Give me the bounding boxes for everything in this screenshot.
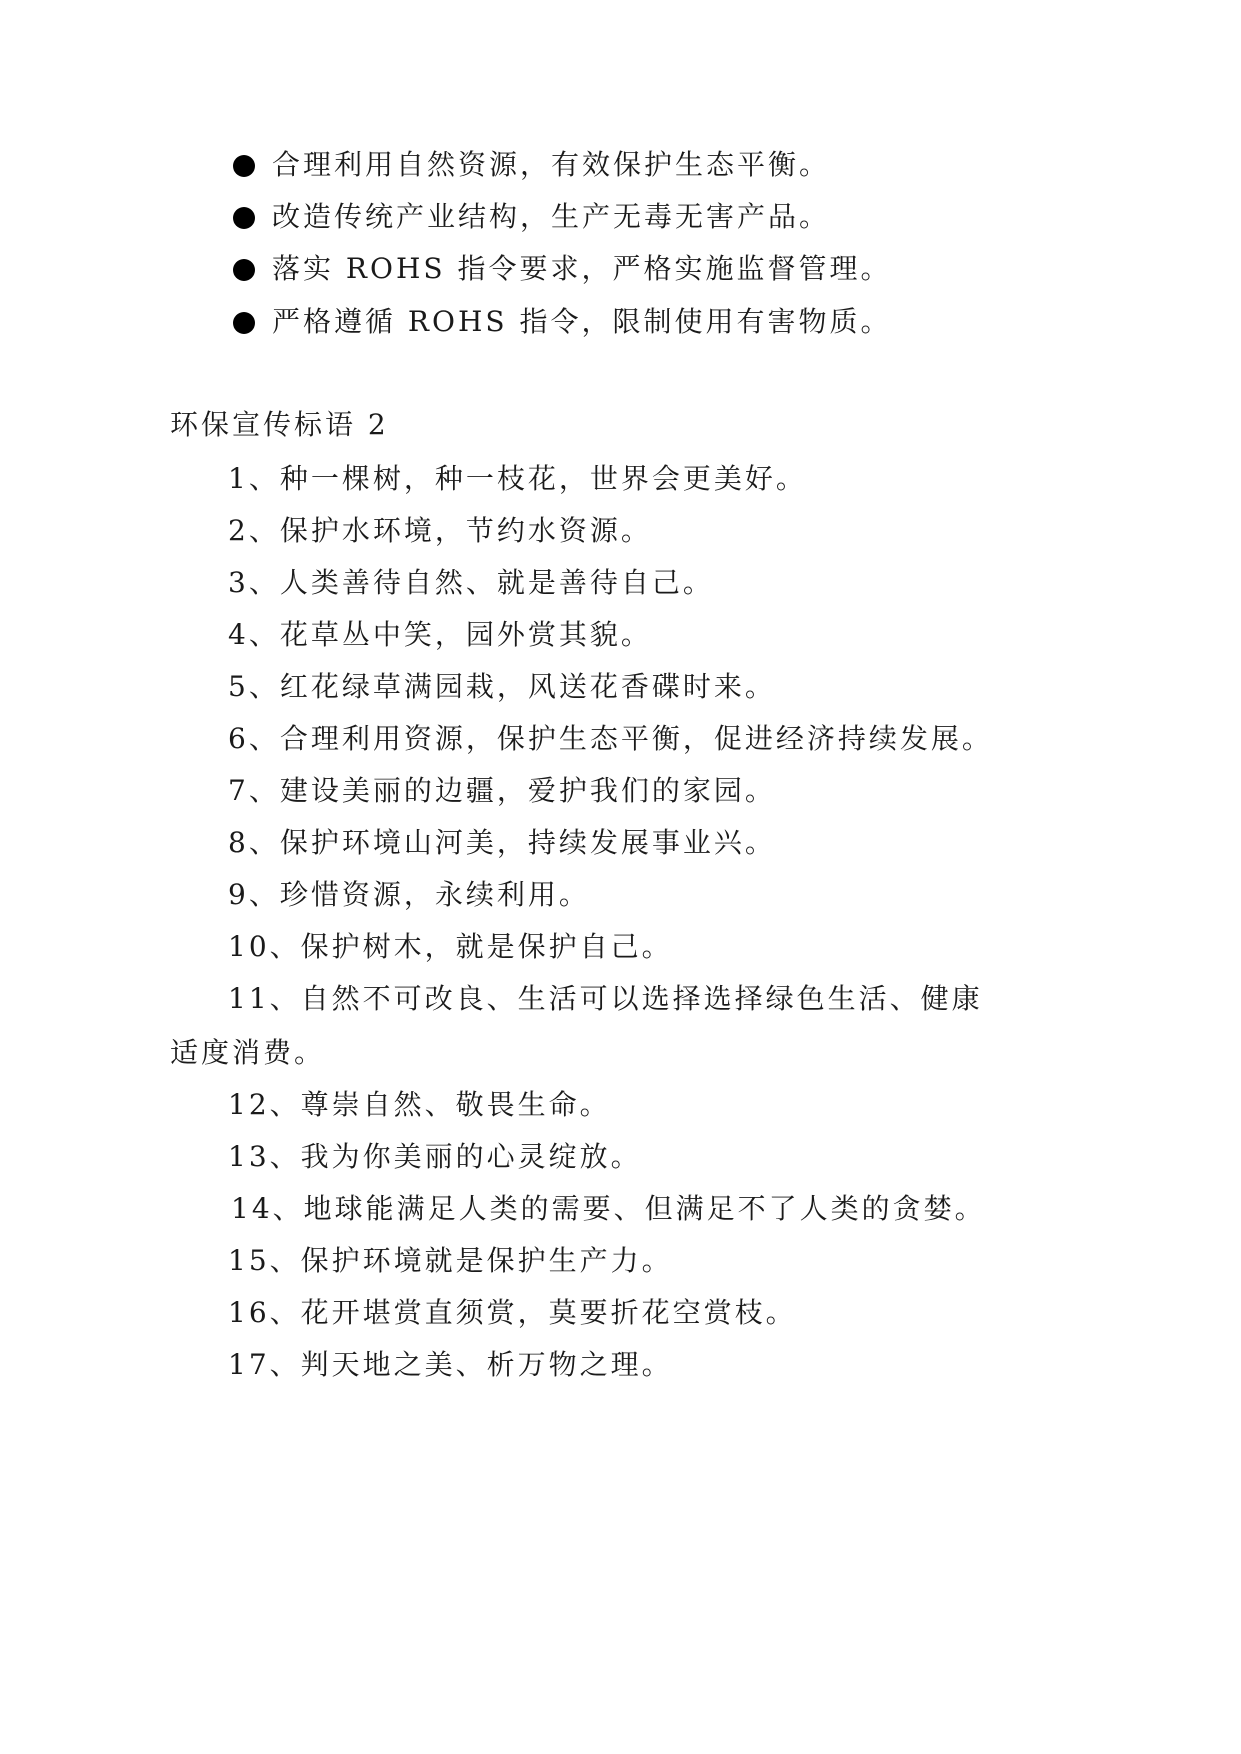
bullet-item: 合理利用自然资源，有效保护生态平衡。: [272, 148, 831, 181]
bullet-item: 落实 ROHS 指令要求，严格实施监督管理。: [272, 252, 892, 285]
list-item: 1、种一棵树，种一枝花，世界会更美好。: [228, 462, 807, 495]
list-item: 10、保护树木，就是保护自己。: [228, 930, 673, 963]
bullet-item: 严格遵循 ROHS 指令，限制使用有害物质。: [272, 305, 892, 338]
bullet-item: 改造传统产业结构，生产无毒无害产品。: [272, 200, 831, 233]
list-item: 4、花草丛中笑，园外赏其貌。: [228, 618, 652, 651]
list-item: 3、人类善待自然、就是善待自己。: [228, 566, 714, 599]
list-item: 7、建设美丽的边疆，爱护我们的家园。: [228, 774, 776, 807]
list-item: 14、地球能满足人类的需要、但满足不了人类的贪婪。: [231, 1192, 986, 1225]
bullet-dot: [233, 207, 255, 229]
list-item: 2、保护水环境，节约水资源。: [228, 514, 652, 547]
list-item: 5、红花绿草满园栽，风送花香碟时来。: [228, 670, 776, 703]
bullet-dot: [233, 155, 255, 177]
list-item: 9、珍惜资源，永续利用。: [228, 878, 590, 911]
list-item: 17、判天地之美、析万物之理。: [228, 1348, 673, 1381]
list-item: 12、尊崇自然、敬畏生命。: [228, 1088, 611, 1121]
list-item: 6、合理利用资源，保护生态平衡，促进经济持续发展。: [228, 722, 993, 755]
list-item: 11、自然不可改良、生活可以选择选择绿色生活、健康: [228, 982, 983, 1015]
list-item: 15、保护环境就是保护生产力。: [228, 1244, 673, 1277]
list-item: 13、我为你美丽的心灵绽放。: [228, 1140, 642, 1173]
list-item: 8、保护环境山河美，持续发展事业兴。: [228, 826, 776, 859]
section-title: 环保宣传标语 2: [170, 408, 389, 441]
list-item-continuation: 适度消费。: [170, 1036, 326, 1069]
bullet-dot: [233, 312, 255, 334]
list-item: 16、花开堪赏直须赏，莫要折花空赏枝。: [228, 1296, 797, 1329]
bullet-dot: [233, 259, 255, 281]
